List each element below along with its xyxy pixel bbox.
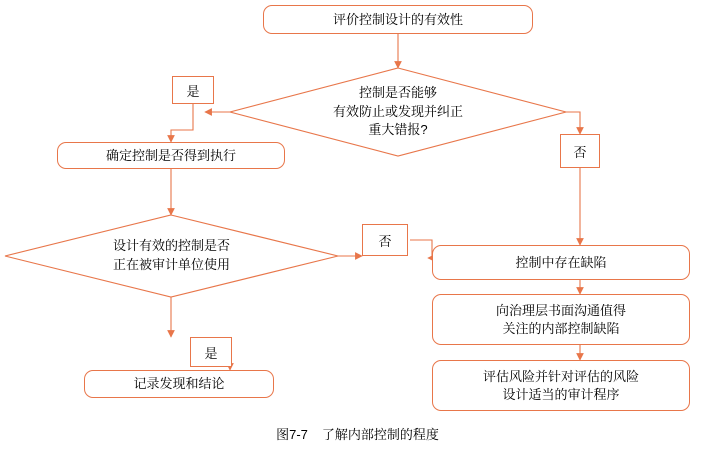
- node-start: [263, 5, 533, 34]
- figure-caption-number: 图7-7: [276, 427, 308, 442]
- assess-line1: 评估风险并针对评估的风险: [482, 368, 639, 384]
- decision1-line2: 有效防止或发现并纠正: [332, 103, 463, 119]
- node-deficiency-exists-label: 控制中存在缺陷: [515, 254, 607, 270]
- decision2-line1: 设计有效的控制是否: [112, 238, 230, 254]
- node-assess-risk: [432, 360, 690, 411]
- edge-label-no-right-text: 否: [573, 144, 587, 160]
- edge-label-yes-bottom: [190, 337, 232, 367]
- node-record-findings: [84, 370, 274, 398]
- communicate-line1: 向治理层书面沟通值得: [495, 302, 626, 318]
- assess-line2: 设计适当的审计程序: [502, 386, 620, 402]
- decision1-line3: 重大错报?: [368, 122, 428, 138]
- node-decision-control-in-use-text: [5, 215, 338, 297]
- edge-label-yes-bottom-text: 是: [204, 345, 218, 361]
- edge-label-yes-top: [172, 76, 214, 104]
- node-confirm-implementation-label: 确定控制是否得到执行: [105, 147, 236, 163]
- node-record-findings-label: 记录发现和结论: [133, 376, 225, 392]
- edge-label-no-middle: [362, 224, 408, 256]
- edge-label-no-right: [560, 134, 600, 168]
- node-confirm-implementation: [57, 142, 285, 169]
- node-start-label: 评价控制设计的有效性: [332, 11, 463, 27]
- communicate-line2: 关注的内部控制缺陷: [502, 320, 620, 336]
- decision2-line2: 正在被审计单位使用: [112, 257, 230, 272]
- node-deficiency-exists: [432, 245, 690, 280]
- figure-caption: [0, 424, 715, 443]
- edge-label-no-middle-text: 否: [378, 233, 392, 249]
- decision1-line1: 控制是否能够: [358, 84, 437, 100]
- node-decision-control-in-use: [5, 215, 338, 297]
- node-communicate-governance: [432, 294, 690, 345]
- edge-label-yes-top-text: 是: [186, 83, 200, 99]
- figure-caption-text: 了解内部控制的程度: [321, 427, 439, 442]
